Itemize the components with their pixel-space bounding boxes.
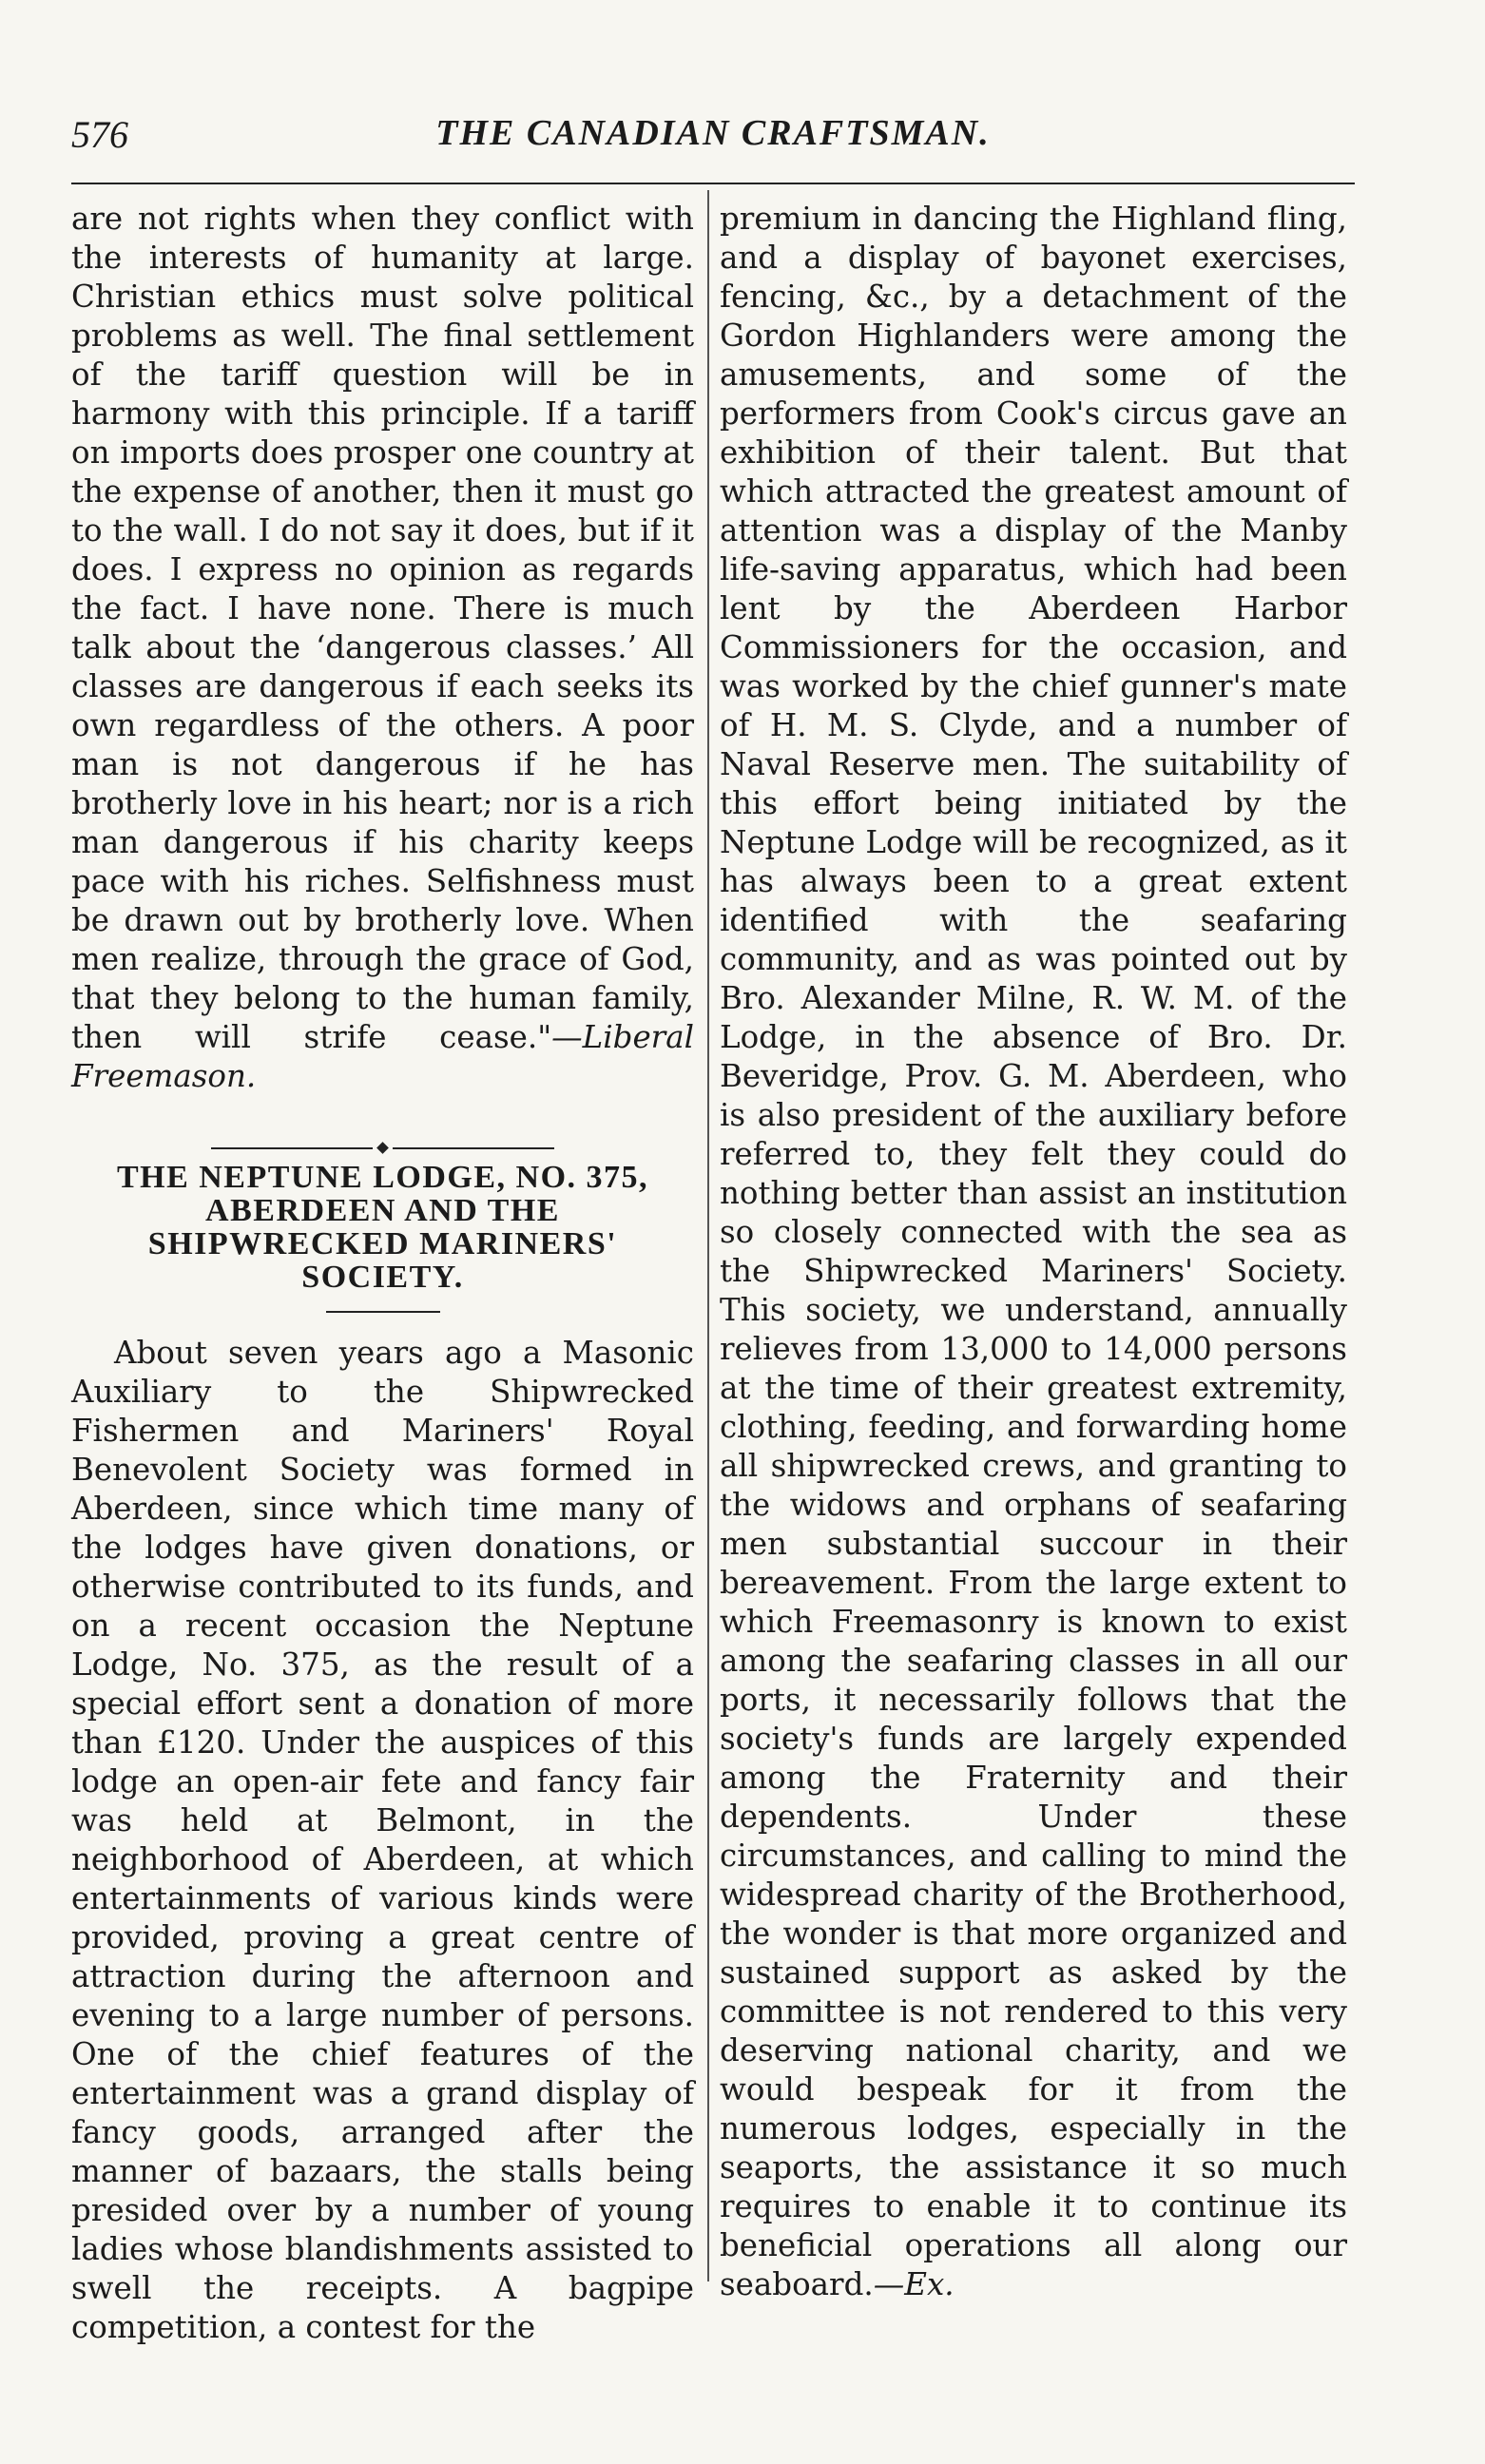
running-title: THE CANADIAN CRAFTSMAN. (435, 113, 991, 153)
column-divider (707, 190, 709, 2281)
page-header (71, 112, 1355, 169)
source-attribution: —Ex. (873, 2266, 955, 2302)
article-text (71, 200, 694, 1096)
article-text: About seven years ago a Masonic Auxiliary to the Shipwrecked Fishermen and Mariners' Royal Benevolent Society was formed in Aberdeen, since which time many of the lodges have given donations, or otherwise contributed to its funds, and on a recent occasion the Neptune Lodge, No. 375, as the result of a special effort sent a donation of more than £120. Under the auspices of this lodge an open-air fete and fancy fair was held at Belmont, in the neighborhood of Aberdeen, at which entertainments of various kinds were provided, proving a great centre of attraction during the afternoon and evening to a large number of persons. One of the chief features of the entertainment was a grand display of fancy goods, arranged after the manner of bazaars, the stalls being presided over by a number of young ladies whose blandishments assisted to swell the receipts. A bagpipe competition, a contest for the (71, 1335, 694, 2345)
heading-rule (326, 1311, 440, 1313)
source-attribution: —Liberal Freemason. (71, 1019, 694, 1094)
left-column (71, 200, 694, 2347)
ornamental-divider (71, 1126, 694, 1136)
right-column (720, 200, 1347, 2304)
paragraph-text: premium in dancing the Highland fling, and a display of bayonet exercises, fencing, &c., by a detachment of the Gordon Highlanders were among the amusements, and some of the performers from Cook's circus gave an exhibition of their talent. But that which attracted the greatest amount of attention was a display of the Manby life-saving apparatus, which had been lent by the Aberdeen Harbor Commissioners for the occasion, and was worked by the chief gunner's mate of H. M. S. Clyde, and a number of Naval Reserve men. The suitability of this effort being initiated by the Neptune Lodge will be recognized, as it has always been to a great extent identified with the seafaring community, and as was pointed out by Bro. Alexander Milne, R. W. M. of the Lodge, in the absence of Bro. Dr. Beveridge, Prov. G. M. Aberdeen, who is also president of the auxiliary before referred to, they felt they could do nothing better than assist an institution so closely connected with the sea as the Shipwrecked Mariners' Society. This society, we understand, annually relieves from 13,000 to 14,000 persons at the time of their greatest extremity, clothing, feeding, and forwarding home all shipwrecked crews, and granting to the widows and orphans of seafaring men substantial succour in their bereavement. From the large extent to which Freemasonry is known to exist among the seafaring classes in all our ports, it necessarily follows that the society's funds are largely expended among the Fraternity and their dependents. Under these circumstances, and calling to mind the widespread charity of the Brotherhood, the wonder is that more organized and sustained support as asked by the committee is not rendered to this very deserving national charity, and we would bespeak for it from the numerous lodges, especially in the seaports, the assistance it so much requires to enable it to continue its beneficial operations all along our seaboard. (720, 201, 1347, 2302)
paragraph-text: are not rights when they conflict with the interests of humanity at large. Christian ethics must solve political problems as well. The final settlement of the tariff question will be in harmony with this principle. If a tariff on imports does prosper one country at the expense of another, then it must go to the wall. I do not say it does, but if it does. I express no opinion as regards the fact. I have none. There is much talk about the ‘dangerous classes.’ All classes are dangerous if each seeks its own regardless of the others. A poor man is not dangerous if he has brotherly love in his heart; nor is a rich man dangerous if his charity keeps pace with his riches. Selfishness must be drawn out by brotherly love. When men realize, through the grace of God, that they belong to the human family, then will strife cease." (71, 201, 694, 1055)
article-heading: THE NEPTUNE LODGE, NO. 375, ABERDEEN AND THE SHIPWRECKED MARINERS' SOCIETY. (116, 1160, 649, 1295)
page-number: 576 (71, 113, 128, 156)
header-rule (71, 183, 1355, 184)
article-text (720, 200, 1347, 2304)
